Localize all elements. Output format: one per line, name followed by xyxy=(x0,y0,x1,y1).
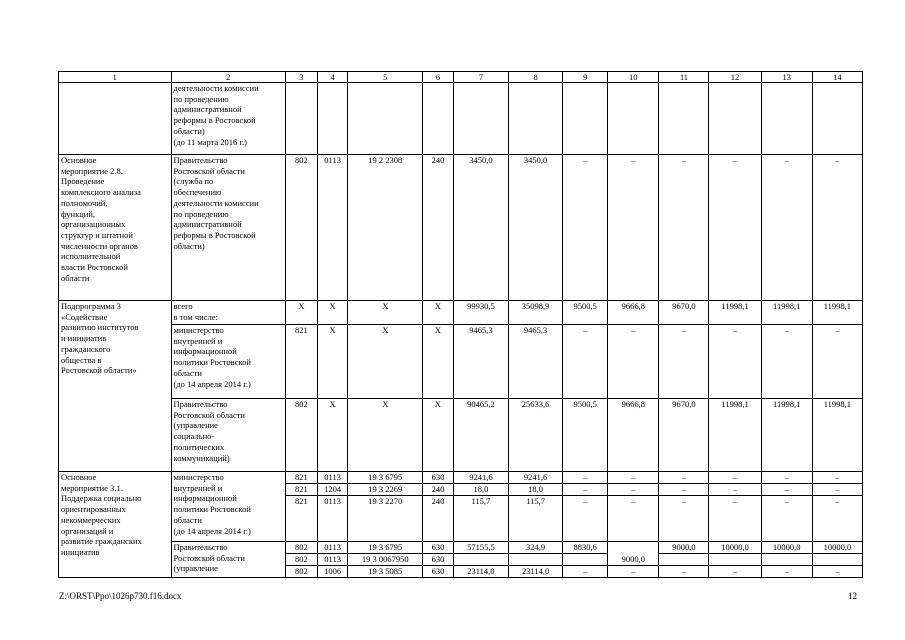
csr-cell: 19 2 2308 xyxy=(348,155,423,301)
value-cell: – xyxy=(659,325,709,399)
header-cell: 10 xyxy=(608,72,659,83)
value-cell: 35098,9 xyxy=(509,301,563,325)
csr-cell: 19 3 2269 xyxy=(348,484,423,496)
value-cell: – xyxy=(563,484,608,496)
rzpr-cell: 1006 xyxy=(317,566,348,578)
value-cell: 11998,1 xyxy=(812,301,862,325)
value-cell: 23114,0 xyxy=(453,566,508,578)
csr-cell: 19 3 0067950 xyxy=(348,554,423,566)
table-cell xyxy=(317,83,348,155)
value-cell: – xyxy=(709,325,761,399)
table-row xyxy=(59,472,863,484)
value-cell: 11998,1 xyxy=(761,301,812,325)
csr-cell: 19 3 6795 xyxy=(348,472,423,484)
vr-cell: X xyxy=(423,399,454,472)
value-cell: 9465,3 xyxy=(509,325,563,399)
value-cell: – xyxy=(659,155,709,301)
executor-cell: Правительство Ростовской области (служба по обеспечению деятельности комиссии по проведению административной реформы в Ростовской области) xyxy=(171,155,286,301)
header-cell: 11 xyxy=(659,72,709,83)
value-cell: – xyxy=(608,325,659,399)
rzpr-cell: X xyxy=(317,399,348,472)
value-cell: 11998,1 xyxy=(812,399,862,472)
value-cell: 10000,0 xyxy=(709,542,761,554)
table-cell xyxy=(659,83,709,155)
table-row xyxy=(59,399,863,472)
value-cell xyxy=(812,554,862,566)
value-cell: 3450,0 xyxy=(509,155,563,301)
table-row xyxy=(59,325,863,399)
table-cell xyxy=(286,83,318,155)
header-cell: 5 xyxy=(348,72,423,83)
value-cell: 115,7 xyxy=(509,496,563,542)
vr-cell: 630 xyxy=(423,554,454,566)
table-row xyxy=(59,301,863,325)
header-cell: 6 xyxy=(423,72,454,83)
value-cell: – xyxy=(563,472,608,484)
rzpr-cell: 0113 xyxy=(317,472,348,484)
value-cell: 23114,0 xyxy=(509,566,563,578)
value-cell: – xyxy=(761,325,812,399)
footer-file-path: Z:\ORST\Ppo\1026p730.f16.docx xyxy=(59,591,182,601)
table-row xyxy=(59,155,863,301)
value-cell: 99930,5 xyxy=(453,301,508,325)
value-cell: 57155,5 xyxy=(453,542,508,554)
value-cell: 324,9 xyxy=(509,542,563,554)
value-cell: 10000,0 xyxy=(761,542,812,554)
value-cell: 9241,6 xyxy=(453,472,508,484)
value-cell xyxy=(761,554,812,566)
rzpr-cell: X xyxy=(317,301,348,325)
table-cell xyxy=(509,83,563,155)
rzpr-cell: 0113 xyxy=(317,554,348,566)
value-cell: – xyxy=(761,155,812,301)
rzpr-cell: 1204 xyxy=(317,484,348,496)
program-name-cell: Основное мероприятие 3.1. Поддержка социально ориентированных некоммерческих организаций и развитие гражданских инициатив xyxy=(59,472,172,578)
csr-cell: X xyxy=(348,325,423,399)
value-cell: – xyxy=(709,496,761,542)
value-cell: – xyxy=(761,566,812,578)
table-header-row xyxy=(59,72,863,83)
executor-cell: Правительство Ростовской области (управление социально- политических коммуникаций) xyxy=(171,399,286,472)
header-cell: 7 xyxy=(453,72,508,83)
rzpr-cell: 0113 xyxy=(317,542,348,554)
value-cell: – xyxy=(812,566,862,578)
table-cell xyxy=(348,83,423,155)
executor-cell: министерство внутренней и информационной политики Ростовской области (до 14 апреля 2014 г.) xyxy=(171,472,286,542)
table-cell xyxy=(453,83,508,155)
value-cell: 9241,6 xyxy=(509,472,563,484)
value-cell: – xyxy=(812,484,862,496)
value-cell: – xyxy=(812,472,862,484)
value-cell: – xyxy=(761,496,812,542)
value-cell: – xyxy=(709,484,761,496)
vr-cell: X xyxy=(423,325,454,399)
header-cell: 13 xyxy=(761,72,812,83)
value-cell: – xyxy=(659,484,709,496)
value-cell: – xyxy=(608,484,659,496)
csr-cell: 19 3 5085 xyxy=(348,566,423,578)
executor-cell: Правительство Ростовской области (управление xyxy=(171,542,286,578)
value-cell: 9670,0 xyxy=(659,301,709,325)
value-cell: 9500,5 xyxy=(563,301,608,325)
value-cell: 25633,6 xyxy=(509,399,563,472)
value-cell xyxy=(608,542,659,554)
grbs-cell: 821 xyxy=(286,496,318,542)
value-cell: 9500,5 xyxy=(563,399,608,472)
value-cell: 115,7 xyxy=(453,496,508,542)
value-cell: – xyxy=(563,566,608,578)
vr-cell: X xyxy=(423,301,454,325)
vr-cell: 240 xyxy=(423,484,454,496)
header-cell: 2 xyxy=(171,72,286,83)
vr-cell: 240 xyxy=(423,155,454,301)
value-cell xyxy=(453,554,508,566)
value-cell xyxy=(509,554,563,566)
value-cell: – xyxy=(709,566,761,578)
grbs-cell: 802 xyxy=(286,554,318,566)
value-cell: – xyxy=(709,472,761,484)
csr-cell: 19 3 2270 xyxy=(348,496,423,542)
rzpr-cell: X xyxy=(317,325,348,399)
value-cell: 3450,0 xyxy=(453,155,508,301)
table-row xyxy=(59,542,863,554)
value-cell xyxy=(709,554,761,566)
table-cell xyxy=(563,83,608,155)
value-cell: – xyxy=(608,155,659,301)
value-cell xyxy=(563,554,608,566)
value-cell: – xyxy=(659,472,709,484)
value-cell: 90465,2 xyxy=(453,399,508,472)
value-cell: – xyxy=(761,472,812,484)
value-cell: – xyxy=(812,325,862,399)
value-cell: 18,0 xyxy=(453,484,508,496)
value-cell: – xyxy=(659,566,709,578)
rzpr-cell: 0113 xyxy=(317,155,348,301)
value-cell: 10000,0 xyxy=(812,542,862,554)
value-cell: 9000,0 xyxy=(659,542,709,554)
value-cell: – xyxy=(563,325,608,399)
grbs-cell: 802 xyxy=(286,155,318,301)
table-row xyxy=(59,83,863,155)
executor-cell: всего в том числе: xyxy=(171,301,286,325)
vr-cell: 630 xyxy=(423,566,454,578)
table-cell xyxy=(423,83,454,155)
header-cell: 14 xyxy=(812,72,862,83)
value-cell xyxy=(659,554,709,566)
value-cell: – xyxy=(563,496,608,542)
value-cell: – xyxy=(563,155,608,301)
header-cell: 3 xyxy=(286,72,318,83)
vr-cell: 630 xyxy=(423,542,454,554)
footer-page-number: 12 xyxy=(848,591,857,601)
value-cell: 11998,1 xyxy=(709,399,761,472)
grbs-cell: 821 xyxy=(286,325,318,399)
value-cell: 8830,6 xyxy=(563,542,608,554)
header-cell: 4 xyxy=(317,72,348,83)
value-cell: 9666,8 xyxy=(608,301,659,325)
grbs-cell: X xyxy=(286,301,318,325)
value-cell: 9666,8 xyxy=(608,399,659,472)
value-cell: 11998,1 xyxy=(709,301,761,325)
value-cell: – xyxy=(812,496,862,542)
value-cell: 9670,0 xyxy=(659,399,709,472)
executor-cell: деятельности комиссии по проведению административной реформы в Ростовской области) (до 11 марта 2016 г.) xyxy=(171,83,286,155)
value-cell: 9000,0 xyxy=(608,554,659,566)
table-cell xyxy=(761,83,812,155)
csr-cell: X xyxy=(348,399,423,472)
budget-table xyxy=(58,71,863,578)
grbs-cell: 821 xyxy=(286,472,318,484)
csr-cell: 19 3 6795 xyxy=(348,542,423,554)
value-cell: 11998,1 xyxy=(761,399,812,472)
header-cell: 8 xyxy=(509,72,563,83)
grbs-cell: 802 xyxy=(286,566,318,578)
value-cell: – xyxy=(608,566,659,578)
value-cell: – xyxy=(812,155,862,301)
value-cell: – xyxy=(608,496,659,542)
csr-cell: X xyxy=(348,301,423,325)
rzpr-cell: 0113 xyxy=(317,496,348,542)
table-cell xyxy=(608,83,659,155)
header-cell: 9 xyxy=(563,72,608,83)
program-name-cell: Подпрограмма 3 «Содействие развитию институтов и инициатив гражданского общества в Ростовской области» xyxy=(59,301,172,472)
value-cell: 9465,3 xyxy=(453,325,508,399)
grbs-cell: 821 xyxy=(286,484,318,496)
grbs-cell: 802 xyxy=(286,399,318,472)
vr-cell: 240 xyxy=(423,496,454,542)
program-name-cell: Основное мероприятие 2.8. Проведение комплексного анализа полномочий, функций, организационных структур и штатной численности органов исполнительной власти Ростовской области xyxy=(59,155,172,301)
table-cell xyxy=(709,83,761,155)
header-cell: 12 xyxy=(709,72,761,83)
table-cell xyxy=(59,83,172,155)
table-cell xyxy=(812,83,862,155)
vr-cell: 630 xyxy=(423,472,454,484)
value-cell: 18,0 xyxy=(509,484,563,496)
value-cell: – xyxy=(608,472,659,484)
value-cell: – xyxy=(709,155,761,301)
value-cell: – xyxy=(659,496,709,542)
header-cell: 1 xyxy=(59,72,172,83)
executor-cell: министерство внутренней и информационной политики Ростовской области (до 14 апреля 2014 г.) xyxy=(171,325,286,399)
grbs-cell: 802 xyxy=(286,542,318,554)
value-cell: – xyxy=(761,484,812,496)
